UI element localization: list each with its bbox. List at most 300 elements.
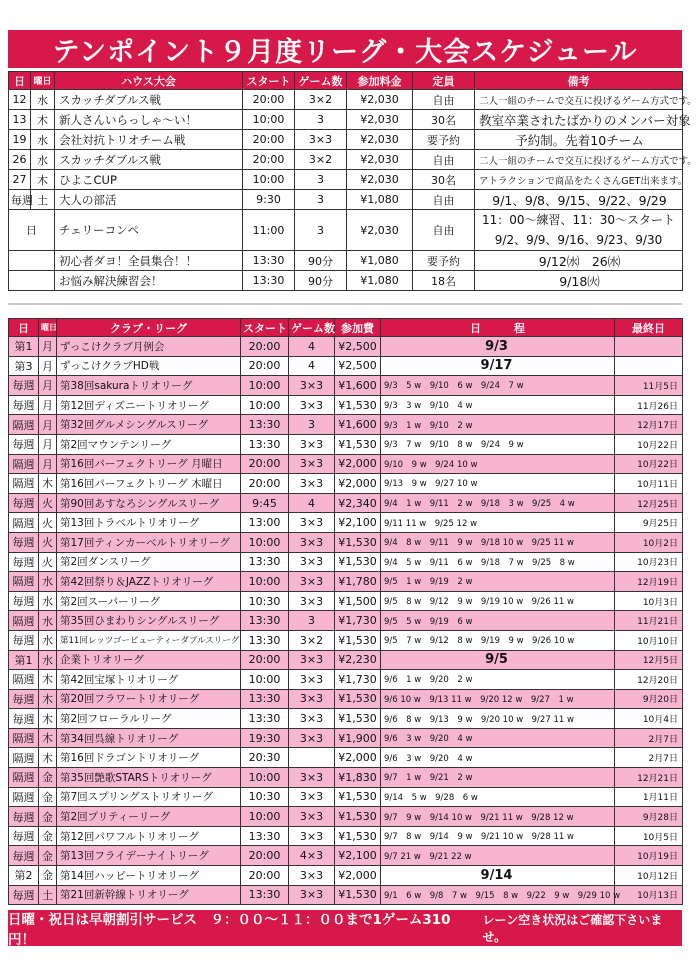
games-cell: 3 [295,170,347,190]
league-name-cell: 第35回艶歌STARSトリオリーグ [57,768,241,788]
dow-cell: 火 [39,493,57,513]
dow-cell: 水 [39,630,57,650]
dow-cell: 水 [39,591,57,611]
start-time-cell: 10:00 [241,572,289,592]
league-name-cell: 第12回ディズニートリオリーグ [57,395,241,415]
frequency-cell: 第1 [9,650,39,670]
games-cell: 3×3 [289,689,335,709]
dow-cell: 金 [39,846,57,866]
footer-discount-text: 日曜・祝日は早朝割引サービス ９：００〜１１：００まで1ゲーム310円！ [8,912,451,948]
league-name-cell: 第17回ティンカーベルトリオリーグ [57,532,241,552]
league-name-cell: ずっこけクラブ月例会 [57,337,241,357]
header-day: 日 [9,319,39,337]
games-cell: 3×3 [289,670,335,690]
frequency-cell: 毎週 [9,885,39,905]
schedule-cell: 9/13 9 w 9/27 10 w [381,474,615,494]
capacity-cell: 自由 [413,90,475,110]
league-name-cell: 第42回祭り＆JAZZトリオリーグ [57,572,241,592]
schedule-cell: 9/14 [381,866,615,886]
games-cell: 3×2 [295,90,347,110]
start-time-cell: 13:30 [241,709,289,729]
club-row [9,728,683,748]
last-day-cell: 11月26日 [615,395,683,415]
header-day: 日 [9,72,31,90]
games-cell: 3×3 [289,474,335,494]
frequency-cell: 毎週 [9,807,39,827]
dow-cell: 金 [39,807,57,827]
league-name-cell: 第16回パーフェクトリーグ 木曜日 [57,474,241,494]
schedule-cell: 9/6 8 w 9/13 9 w 9/20 10 w 9/27 11 w [381,709,615,729]
day-cell: 12 [9,90,31,110]
games-cell: 3×3 [289,591,335,611]
header-dow: 曜日 [39,319,57,337]
club-row [9,885,683,905]
frequency-cell: 隔週 [9,787,39,807]
schedule-cell: 9/4 1 w 9/11 2 w 9/18 3 w 9/25 4 w [381,493,615,513]
fee-cell: ¥1,830 [335,768,381,788]
dow-cell: 土 [39,885,57,905]
capacity-cell: 18名 [413,271,475,291]
league-name-cell: 第13回フライデーナイトリーグ [57,846,241,866]
frequency-cell: 毎週 [9,493,39,513]
club-row [9,807,683,827]
schedule-cell: 9/6 10 w 9/13 11 w 9/20 12 w 9/27 1 w [381,689,615,709]
last-day-cell: 10月11日 [615,474,683,494]
club-row [9,415,683,435]
frequency-cell: 隔週 [9,611,39,631]
blank-cell [9,251,55,271]
last-day-cell: 10月4日 [615,709,683,729]
club-row [9,552,683,572]
frequency-cell: 隔週 [9,572,39,592]
games-cell [289,748,335,768]
start-time-cell: 10:00 [243,170,295,190]
dow-cell: 土 [31,190,55,210]
start-time-cell: 10:30 [241,787,289,807]
games-cell: 3 [295,190,347,210]
club-row [9,532,683,552]
games-cell: 3×3 [289,454,335,474]
frequency-cell: 毎週 [9,552,39,572]
event-name-cell: 初心者ダヨ！全員集合！！ [55,251,243,271]
league-name-cell: 第90回あすなろシングルスリーグ [57,493,241,513]
fee-cell: ¥1,730 [335,670,381,690]
house-row [9,170,683,190]
dow-cell: 木 [39,748,57,768]
dow-cell: 木 [39,689,57,709]
event-name-cell: チェリーコンペ [55,210,243,251]
dow-cell: 木 [39,474,57,494]
last-day-cell: 2月7日 [615,748,683,768]
frequency-cell: 毎週 [9,532,39,552]
schedule-cell: 9/3 5 w 9/10 6 w 9/24 7 w [381,376,615,396]
fee-cell: ¥1,530 [335,434,381,454]
fee-cell: ¥1,080 [347,271,413,291]
league-name-cell: 第2回プリティーリーグ [57,807,241,827]
league-name-cell: 第2回スーパーリーグ [57,591,241,611]
start-time-cell: 13:30 [241,611,289,631]
schedule-cell: 9/6 3 w 9/20 4 w [381,728,615,748]
frequency-cell: 毎週 [9,846,39,866]
games-cell: 3×3 [289,768,335,788]
fee-cell: ¥2,500 [335,356,381,376]
note-cell: アトラクションで商品をたくさんGET出来ます。 [475,170,683,190]
games-cell: 3×3 [289,866,335,886]
start-time-cell: 13:30 [241,415,289,435]
league-name-cell: 第13回トラベルトリオリーグ [57,513,241,533]
start-time-cell: 10:00 [241,807,289,827]
fee-cell: ¥2,030 [347,150,413,170]
dow-cell: 木 [39,709,57,729]
frequency-cell: 隔週 [9,474,39,494]
games-cell: 90分 [295,251,347,271]
schedule-cell: 9/7 9 w 9/14 10 w 9/21 11 w 9/28 12 w [381,807,615,827]
fee-cell: ¥1,530 [335,787,381,807]
fee-cell: ¥2,100 [335,846,381,866]
club-row [9,866,683,886]
note-cell: 9/12㈬ 26㈬ [475,251,683,271]
start-time-cell: 20:30 [241,748,289,768]
schedule-cell: 9/10 9 w 9/24 10 w [381,454,615,474]
house-row-cherry [9,210,683,251]
last-day-cell: 9月25日 [615,513,683,533]
header-last-day: 最終日 [615,319,683,337]
fee-cell: ¥1,080 [347,251,413,271]
start-time-cell: 20:00 [241,337,289,357]
start-time-cell: 10:00 [241,670,289,690]
games-cell: 3×3 [295,130,347,150]
house-row-extra [9,251,683,271]
last-day-cell: 12月25日 [615,493,683,513]
fee-cell: ¥2,000 [335,748,381,768]
schedule-cell: 9/3 1 w 9/10 2 w [381,415,615,435]
club-row [9,846,683,866]
last-day-cell: 1月11日 [615,787,683,807]
start-time-cell: 20:00 [243,90,295,110]
last-day-cell [615,356,683,376]
frequency-cell: 隔週 [9,728,39,748]
last-day-cell: 10月23日 [615,552,683,572]
league-name-cell: 第35回ひまわりシングルスリーグ [57,611,241,631]
start-time-cell: 11:00 [243,210,295,251]
last-day-cell: 12月5日 [615,650,683,670]
league-name-cell: 第16回パーフェクトリーグ 月曜日 [57,454,241,474]
games-cell: 3 [295,210,347,251]
fee-cell: ¥2,340 [335,493,381,513]
day-cell: 毎週 [9,190,31,210]
club-row [9,768,683,788]
league-name-cell: 第38回sakuraトリオリーグ [57,376,241,396]
club-row [9,787,683,807]
games-cell: 3×3 [289,572,335,592]
capacity-cell: 要予約 [413,130,475,150]
games-cell: 3×3 [289,552,335,572]
event-name-cell: お悩み解決練習会！ [55,271,243,291]
dow-cell: 金 [39,826,57,846]
club-row [9,454,683,474]
last-day-cell: 9月28日 [615,807,683,827]
start-time-cell: 13:30 [241,434,289,454]
start-time-cell: 10:00 [241,376,289,396]
dow-cell: 金 [39,768,57,788]
last-day-cell: 9月20日 [615,689,683,709]
house-row-extra [9,271,683,291]
frequency-cell: 毎週 [9,709,39,729]
fee-cell: ¥1,600 [335,415,381,435]
capacity-cell: 30名 [413,110,475,130]
footer-banner [8,910,682,946]
schedule-cell: 9/3 7 w 9/10 8 w 9/24 9 w [381,434,615,454]
header-start: スタート [243,72,295,90]
frequency-cell: 毎週 [9,434,39,454]
games-cell: 3×3 [289,513,335,533]
dow-cell: 月 [39,395,57,415]
last-day-cell: 2月7日 [615,728,683,748]
schedule-cell: 9/5 [381,650,615,670]
schedule-cell: 9/4 8 w 9/11 9 w 9/18 10 w 9/25 11 w [381,532,615,552]
fee-cell: ¥2,500 [335,337,381,357]
dow-cell: 木 [31,170,55,190]
last-day-cell: 12月17日 [615,415,683,435]
fee-cell: ¥1,530 [335,395,381,415]
dow-cell: 水 [31,150,55,170]
fee-cell: ¥1,530 [335,532,381,552]
last-day-cell [615,337,683,357]
schedule-cell: 9/4 5 w 9/11 6 w 9/18 7 w 9/25 8 w [381,552,615,572]
start-time-cell: 19:30 [241,728,289,748]
last-day-cell: 10月10日 [615,630,683,650]
fee-cell: ¥1,780 [335,572,381,592]
club-row [9,493,683,513]
dow-cell: 水 [39,572,57,592]
games-cell: 3×3 [289,728,335,748]
games-cell: 90分 [295,271,347,291]
last-day-cell: 10月5日 [615,826,683,846]
day-cell: 日 [9,210,55,251]
start-time-cell: 10:00 [241,768,289,788]
frequency-cell: 隔週 [9,454,39,474]
fee-cell: ¥2,000 [335,454,381,474]
day-cell: 26 [9,150,31,170]
club-row [9,395,683,415]
header-club-league: クラブ・リーグ [57,319,241,337]
last-day-cell: 12月21日 [615,768,683,788]
capacity-cell: 自由 [413,190,475,210]
header-capacity: 定員 [413,72,475,90]
club-row [9,630,683,650]
club-row [9,572,683,592]
event-name-cell: 会社対抗トリオチーム戦 [55,130,243,150]
header-fee: 参加費 [335,319,381,337]
league-name-cell: 第32回グルメシングルスリーグ [57,415,241,435]
house-tournament-table [8,71,697,291]
games-cell: 4×3 [289,846,335,866]
club-header-row [9,319,683,337]
start-time-cell: 9:45 [241,493,289,513]
games-cell: 3×3 [289,885,335,905]
fee-cell: ¥1,530 [335,885,381,905]
fee-cell: ¥2,000 [335,866,381,886]
fee-cell: ¥2,230 [335,650,381,670]
games-cell: 3×3 [289,434,335,454]
club-row [9,650,683,670]
frequency-cell: 第3 [9,356,39,376]
capacity-cell: 要予約 [413,251,475,271]
schedule-cell: 9/7 8 w 9/14 9 w 9/21 10 w 9/28 11 w [381,826,615,846]
start-time-cell: 20:00 [241,474,289,494]
games-cell: 3×3 [289,395,335,415]
games-cell: 3×3 [289,709,335,729]
header-dow: 曜日 [31,72,55,90]
blank-cell [9,271,55,291]
fee-cell: ¥1,530 [335,552,381,572]
frequency-cell: 毎週 [9,689,39,709]
games-cell: 3×3 [289,787,335,807]
event-name-cell: スカッチダブルス戦 [55,150,243,170]
start-time-cell: 13:30 [241,630,289,650]
schedule-cell: 9/5 7 w 9/12 8 w 9/19 9 w 9/26 10 w [381,630,615,650]
games-cell: 3 [289,415,335,435]
league-name-cell: 第7回スプリングストリオリーグ [57,787,241,807]
start-time-cell: 13:00 [241,513,289,533]
fee-cell: ¥1,530 [335,689,381,709]
start-time-cell: 20:00 [243,130,295,150]
club-row [9,709,683,729]
dow-cell: 月 [39,337,57,357]
start-time-cell: 10:30 [241,591,289,611]
event-name-cell: 大人の部活 [55,190,243,210]
league-name-cell: 第2回マウンテンリーグ [57,434,241,454]
fee-cell: ¥1,530 [335,709,381,729]
schedule-cell: 9/3 3 w 9/10 4 w [381,395,615,415]
club-row [9,826,683,846]
last-day-cell: 10月22日 [615,454,683,474]
dow-cell: 水 [39,650,57,670]
dow-cell: 水 [31,130,55,150]
schedule-cell: 9/7 1 w 9/21 2 w [381,768,615,788]
dow-cell: 水 [39,611,57,631]
dow-cell: 木 [31,110,55,130]
header-games: ゲーム数 [289,319,335,337]
fee-cell: ¥2,030 [347,210,413,251]
games-cell: 3×3 [289,650,335,670]
schedule-cell: 9/17 [381,356,615,376]
club-row [9,591,683,611]
club-row [9,611,683,631]
dow-cell: 月 [39,356,57,376]
schedule-cell: 9/7 21 w 9/21 22 w [381,846,615,866]
fee-cell: ¥2,030 [347,170,413,190]
games-cell: 4 [289,337,335,357]
fee-cell: ¥2,030 [347,110,413,130]
header-schedule: 日 程 [381,319,615,337]
fee-cell: ¥2,030 [347,130,413,150]
league-name-cell: 企業トリオリーグ [57,650,241,670]
capacity-cell: 自由 [413,210,475,251]
league-name-cell: 第34回呉線トリオリーグ [57,728,241,748]
league-name-cell: 第20回フラワートリオリーグ [57,689,241,709]
league-name-cell: 第12回パワフルトリオリーグ [57,826,241,846]
club-row [9,748,683,768]
dow-cell: 木 [39,670,57,690]
last-day-cell: 10月22日 [615,434,683,454]
frequency-cell: 毎週 [9,395,39,415]
games-cell: 4 [289,493,335,513]
cherry-note-time: 11：00〜練習、11：30〜スタート [481,213,676,227]
capacity-cell: 自由 [413,150,475,170]
last-day-cell: 11月21日 [615,611,683,631]
last-day-cell: 10月12日 [615,866,683,886]
capacity-cell: 30名 [413,170,475,190]
club-row [9,474,683,494]
last-day-cell: 11月5日 [615,376,683,396]
day-cell: 19 [9,130,31,150]
start-time-cell: 10:00 [243,110,295,130]
fee-cell: ¥1,730 [335,611,381,631]
fee-cell: ¥1,600 [335,376,381,396]
dow-cell: 火 [39,552,57,572]
start-time-cell: 13:30 [241,826,289,846]
house-row [9,90,683,110]
page-title: テンポイント９月度リーグ・大会スケジュール [8,30,682,68]
section-divider [8,303,682,305]
club-row [9,337,683,357]
fee-cell: ¥1,900 [335,728,381,748]
games-cell: 4 [289,356,335,376]
league-name-cell: 第11回レッツゴービューティーダブルスリーグ [57,630,241,650]
dow-cell: 金 [39,866,57,886]
header-notes: 備考 [475,72,683,90]
house-row [9,130,683,150]
fee-cell: ¥2,030 [347,90,413,110]
start-time-cell: 13:30 [243,251,295,271]
club-row [9,513,683,533]
schedule-cell: 9/11 11 w 9/25 12 w [381,513,615,533]
house-row [9,150,683,170]
frequency-cell: 毎週 [9,630,39,650]
club-row [9,434,683,454]
schedule-cell: 9/6 1 w 9/20 2 w [381,670,615,690]
fee-cell: ¥1,530 [335,630,381,650]
fee-cell: ¥1,530 [335,807,381,827]
last-day-cell: 10月19日 [615,846,683,866]
start-time-cell: 20:00 [241,866,289,886]
header-fee: 参加料金 [347,72,413,90]
schedule-cell: 9/5 8 w 9/12 9 w 9/19 10 w 9/26 11 w [381,591,615,611]
cherry-note-dates: 9/2、9/9、9/16、9/23、9/30 [494,233,663,247]
note-cell [475,210,683,251]
schedule-cell: 9/1 6 w 9/8 7 w 9/15 8 w 9/22 9 w 9/29 10 w [381,885,615,905]
dow-cell: 月 [39,415,57,435]
club-league-table [8,318,683,905]
note-cell: 予約制。先着10チーム [475,130,683,150]
games-cell: 3 [289,611,335,631]
fee-cell: ¥2,100 [335,513,381,533]
frequency-cell: 隔週 [9,513,39,533]
note-cell: 二人一組のチームで交互に投げるゲーム方式です。 [475,90,683,110]
league-name-cell: 第2回ダンスリーグ [57,552,241,572]
games-cell: 3×3 [289,807,335,827]
games-cell: 3×2 [295,150,347,170]
start-time-cell: 13:30 [241,689,289,709]
last-day-cell: 12月19日 [615,572,683,592]
league-name-cell: 第21回新幹線トリオリーグ [57,885,241,905]
last-day-cell: 10月3日 [615,591,683,611]
start-time-cell: 20:00 [243,150,295,170]
frequency-cell: 毎週 [9,591,39,611]
start-time-cell: 9:30 [243,190,295,210]
league-name-cell: ずっこけクラブHD戦 [57,356,241,376]
